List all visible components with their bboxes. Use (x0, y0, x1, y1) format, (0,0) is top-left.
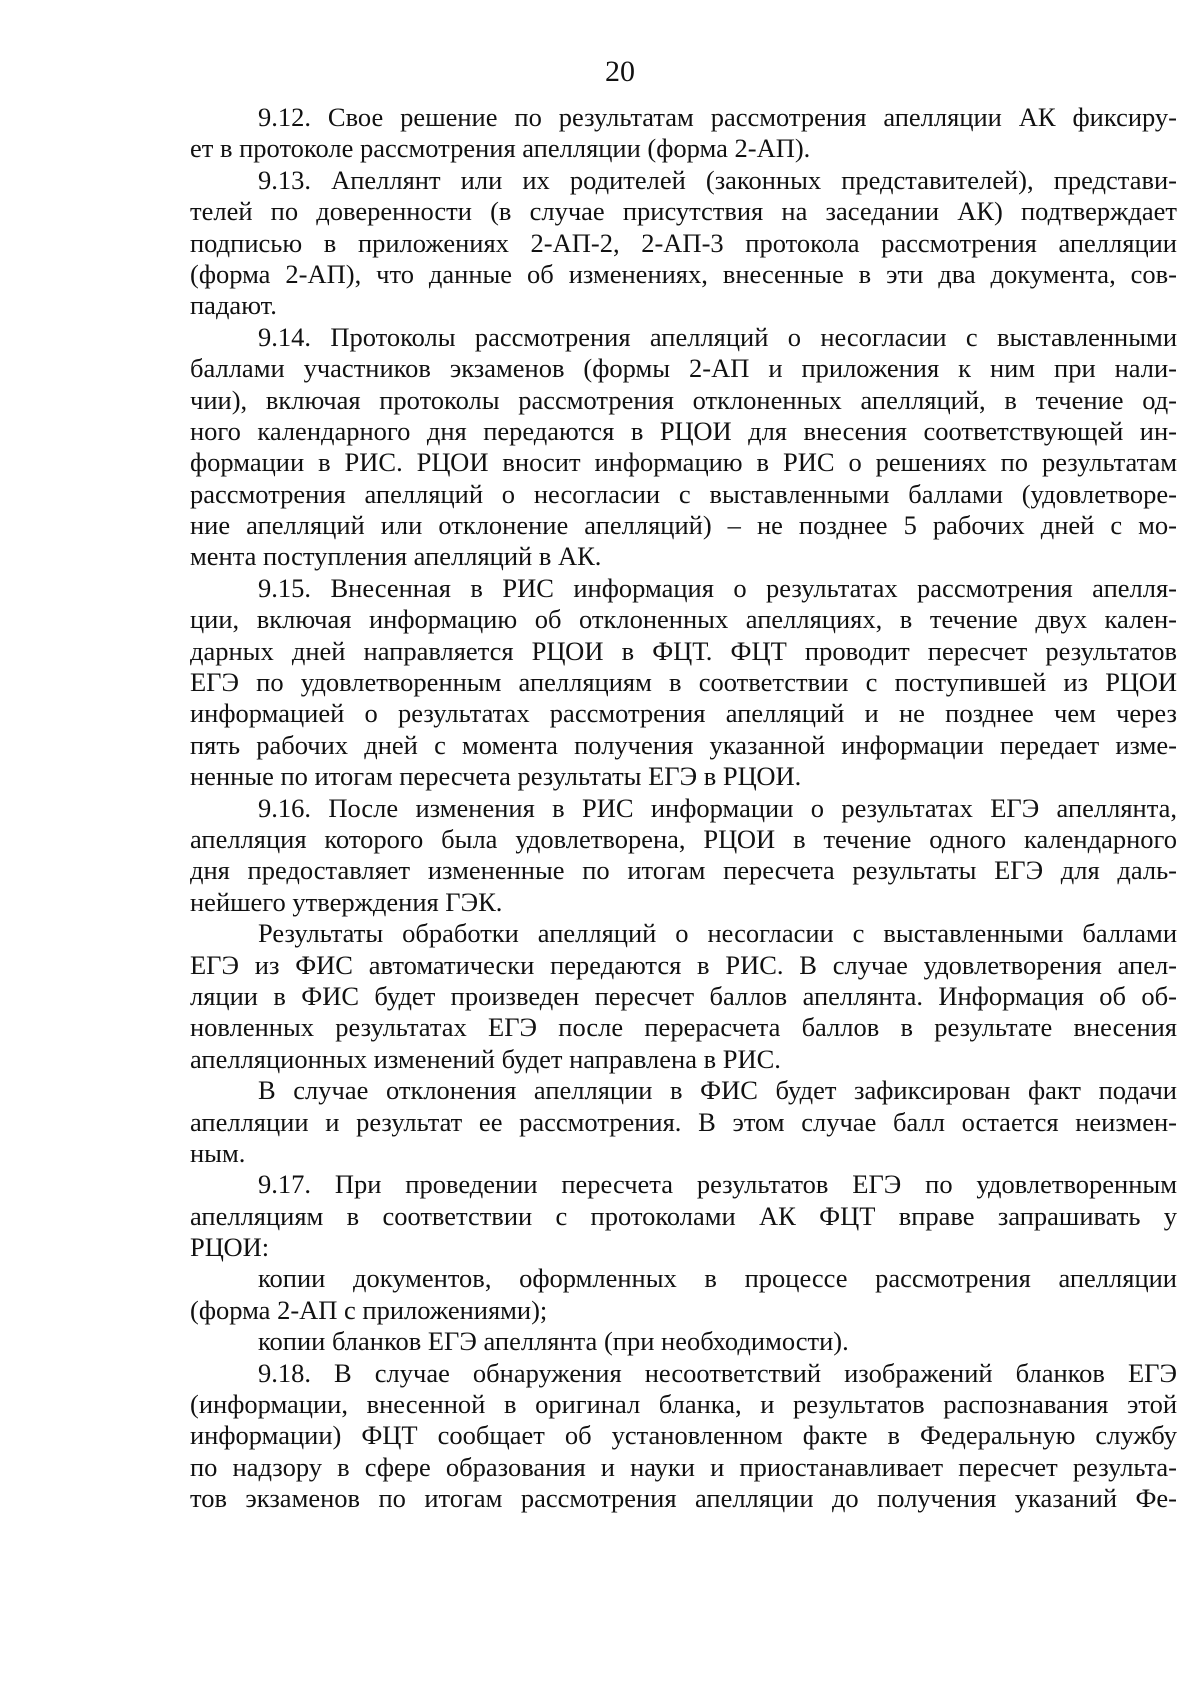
text-line: дня предоставляет измененные по итогам пересчета результаты ЕГЭ для даль- (190, 855, 1177, 886)
text-line: ние апелляций или отклонение апелляций) – не позднее 5 рабочих дней с мо- (190, 510, 1177, 541)
text-line: Результаты обработки апелляций о несогласии с выставленными баллами (258, 918, 1177, 949)
page-number: 20 (605, 55, 635, 88)
text-line: ет в протоколе рассмотрения апелляции (форма 2-АП). (190, 133, 811, 164)
text-line: апелляции и результат ее рассмотрения. В этом случае балл остается неизмен- (190, 1106, 1177, 1137)
text-line: информацией о результатах рассмотрения апелляций и не позднее чем через (190, 698, 1177, 729)
text-line: 9.15. Внесенная в РИС информация о результатах рассмотрения апелля- (258, 572, 1177, 603)
text-line: информации) ФЦТ сообщает об установленном факте в Федеральную службу (190, 1420, 1177, 1451)
text-line: мента поступления апелляций в АК. (190, 541, 602, 572)
text-line: подписью в приложениях 2-АП-2, 2-АП-3 протокола рассмотрения апелляции (190, 227, 1177, 258)
text-line: 9.12. Свое решение по результатам рассмотрения апелляции АК фиксиру- (258, 102, 1177, 132)
text-line: (форма 2-АП), что данные об изменениях, внесенные в эти два документа, сов- (190, 258, 1177, 289)
text-line: дарных дней направляется РЦОИ в ФЦТ. ФЦТ проводит пересчет результатов (190, 635, 1177, 666)
text-line: 9.14. Протоколы рассмотрения апелляций о несогласии с выставленными (258, 321, 1177, 352)
text-line: новленных результатах ЕГЭ после перерасчета баллов в результате внесения (190, 1012, 1177, 1043)
text-line: ненные по итогам пересчета результаты ЕГЭ в РЦОИ. (190, 761, 802, 792)
text-line: ЕГЭ из ФИС автоматически передаются в РИС. В случае удовлетворения апел- (190, 949, 1177, 980)
text-line: 9.13. Апеллянт или их родителей (законных представителей), представи- (258, 164, 1177, 195)
text-line: копии документов, оформленных в процессе рассмотрения апелляции (258, 1263, 1177, 1294)
text-line: чии), включая протоколы рассмотрения отклоненных апелляций, в течение од- (190, 384, 1177, 415)
text-line: 9.16. После изменения в РИС информации о результатах ЕГЭ апеллянта, (258, 792, 1177, 823)
text-line: рассмотрения апелляций о несогласии с выставленными баллами (удовлетворе- (190, 478, 1177, 509)
text-line: ного календарного дня передаются в РЦОИ для внесения соответствующей ин- (190, 415, 1177, 446)
text-line: апелляциям в соответствии с протоколами АК ФЦТ вправе запрашивать у (190, 1200, 1177, 1231)
text-line: 9.18. В случае обнаружения несоответствий изображений бланков ЕГЭ (258, 1357, 1177, 1388)
text-line: 9.17. При проведении пересчета результатов ЕГЭ по удовлетворенным (258, 1169, 1177, 1200)
text-line: ляции в ФИС будет произведен пересчет баллов апеллянта. Информация об об- (190, 980, 1177, 1011)
text-line: ЕГЭ по удовлетворенным апелляциям в соответствии с поступившей из РЦОИ (190, 667, 1177, 698)
text-line: В случае отклонения апелляции в ФИС будет зафиксирован факт подачи (258, 1075, 1177, 1106)
text-line: нейшего утверждения ГЭК. (190, 886, 503, 917)
text-line: формации в РИС. РЦОИ вносит информацию в РИС о решениях по результатам (190, 447, 1177, 478)
text-line: апелляционных изменений будет направлена в РИС. (190, 1043, 781, 1074)
text-line: ным. (190, 1137, 246, 1168)
text-line: апелляция которого была удовлетворена, РЦОИ в течение одного календарного (190, 823, 1177, 854)
text-line: (форма 2-АП с приложениями); (190, 1294, 548, 1325)
text-line: телей по доверенности (в случае присутствия на заседании АК) подтверждает (190, 196, 1177, 227)
text-line: падают. (190, 290, 277, 321)
text-line: баллами участников экзаменов (формы 2-АП и приложения к ним при нали- (190, 353, 1177, 384)
text-line: тов экзаменов по итогам рассмотрения апелляции до получения указаний Фе- (190, 1483, 1177, 1514)
text-line: ции, включая информацию об отклоненных апелляциях, в течение двух кален- (190, 604, 1177, 635)
text-line: РЦОИ: (190, 1232, 270, 1263)
text-line: копии бланков ЕГЭ апеллянта (при необходимости). (258, 1326, 849, 1357)
text-line: пять рабочих дней с момента получения указанной информации передает изме- (190, 729, 1177, 760)
document-body (190, 102, 1177, 1515)
text-line: по надзору в сфере образования и науки и приостанавливает пересчет результа- (190, 1451, 1177, 1482)
text-line: (информации, внесенной в оригинал бланка, и результатов распознавания этой (190, 1389, 1177, 1420)
